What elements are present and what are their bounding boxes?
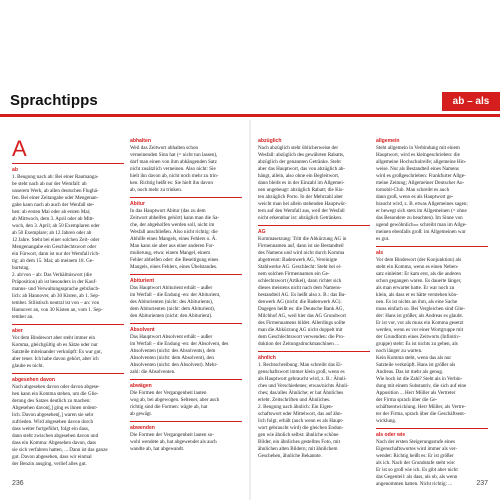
page-title: Sprachtipps [10, 92, 98, 109]
text-line: In das Hauptwort Abitur (das zu dem [130, 208, 206, 214]
top-margin [0, 0, 500, 22]
text-line: das Besondere zu beachten). Im Sinne von [376, 215, 463, 221]
text-line: abgetrennt: Badenwerk AG, Vereinigte [258, 257, 338, 263]
text-line: ter der Firma, sprach über die Geschäftsent- [376, 411, 466, 417]
text-line: abzüglich der genannten Getränke. Steht [258, 159, 341, 165]
text-line: der Grundform eines Zeitworts (Infinitiv- [376, 334, 461, 340]
text-line: braucht wird, z. B. etwas Allgemeines sagen; [376, 201, 468, 207]
text-line: Die Formen der Vergangenheit lauten [130, 390, 207, 396]
text-line: Satzteile miteinander verknüpft: Es war gut, [12, 349, 102, 355]
text-line: ches; das/alles Ähnliche; er hat Ähnliches [258, 390, 344, 396]
text-line: als ich. Nach der Grundstufe steht wie: [376, 460, 456, 466]
entry-head: als [376, 250, 384, 256]
text-line: der Firma sprach über die Ge- [376, 397, 438, 403]
text-line: Steht allgemein in Verbindung mit einem [376, 145, 460, 151]
text-line: meine Zeitung; Allgemeiner Deutscher Au- [376, 180, 465, 186]
text-line: ähnlichen alten Bildern; mit ähnlichem [258, 446, 338, 452]
text-line: des Namens und wird nicht durch Komma [258, 250, 345, 256]
entry-head: als oder wie [376, 432, 406, 438]
text-line: dem Abiturienten (nicht: dem Abiturient), [130, 306, 216, 312]
text-line: ab gewägt. [130, 411, 153, 417]
text-line: Komma, gleichgültig ob es Sätze oder nur [12, 342, 98, 348]
text-line: noch länger zu warten. [376, 348, 423, 354]
text-line: Er ist so groß wie ich. Es gibt aber nicht [376, 467, 458, 473]
text-line: hen kann ein Komma stehen, um die Glie- [12, 391, 99, 397]
text-line: woch, den 3. April; ab 50 Exemplaren oder [12, 223, 100, 229]
text-line: 12 Jahre. Steht bei einer solchen Zeit- oder [12, 237, 100, 243]
text-line: che, der abgeholfen werden soll, nicht im [130, 222, 215, 228]
text-line: schäftsentwicklung. Herr Müller, als Vertre- [376, 404, 466, 410]
text-line: wohl wendete ab, hat abgewendet als auch [130, 439, 217, 445]
text-line: man die Abkürzung AG nicht doppelt mit [258, 327, 343, 333]
text-line: Vor dem Bindewort (der Konjunktion) als [376, 257, 462, 263]
text-line: Satzteile verknüpft. Hans ist größer als [376, 362, 456, 368]
text-line: als Hauptwort gebraucht wird, z. B.: Ähnli- [258, 376, 347, 382]
text-line: zahl: die Absolventen. [130, 369, 176, 375]
text-line: Man kann sie aber aus einer anderen For- [130, 243, 215, 249]
text-line: schaftswort oder Mittelwort, das auf ähn- [258, 411, 343, 417]
text-line: Wie hoch ist die Zahl? Steht als in Verbin- [376, 376, 463, 382]
text-line: denwerk AG (nicht: die Badenwerk AG). [258, 299, 342, 305]
entry-divider [258, 351, 370, 352]
text-line: Nach abzüglich steht üblicherweise der [258, 145, 339, 151]
text-line: im Werfall – die Endung -en: der Absolvent, des [130, 341, 229, 347]
text-line: Andreas. Das ist mehr als genug. [376, 369, 444, 375]
text-line: nen ungebeugt: abzüglich Rabatt; die Kis- [258, 187, 344, 193]
column-3 [258, 138, 370, 466]
text-line: sie sich verfahren hatten, ... Dann ist das ganze [12, 447, 108, 453]
entry-head: abzüglich [258, 138, 282, 144]
text-line: Hauptwort, wird es kleingeschrieben: die [376, 152, 460, 158]
text-line: Weil das Zeitwort abhalten schon [130, 145, 199, 151]
entry-divider [130, 421, 242, 422]
text-line: muss einfach so. Bei Vergleichen sind Glie- [376, 306, 466, 312]
text-line: bestandteil AG. Es heißt also z. B.: das Ba- [258, 292, 346, 298]
text-line: darf man einen von ihm abhängenden Satz [130, 159, 217, 165]
text-line: gruppe) steht: Es ist nichts zu gehen, als [376, 341, 458, 347]
text-line: ches und Verschiedenes; etwas/nichts Ähnli- [258, 383, 349, 389]
page-number-right: 237 [476, 480, 488, 487]
text-line: tomobil-Club. Man schreibt es auch [376, 187, 450, 193]
entry-divider [12, 324, 124, 325]
column-1 [12, 138, 124, 466]
text-line: Stahlwerke AG. Geschlecht: Steht bei ei- [258, 264, 342, 270]
text-line: es gut. [376, 236, 390, 242]
text-line: klein, als dass er es hätte verstehen kön- [376, 292, 458, 298]
text-line: im Werfall – die Endung -en: der Abiturient, [130, 292, 221, 298]
text-line: des Abiturienten (nicht: des Abiturients), [130, 299, 214, 305]
text-line: Mangels, eines Fehlers, eines Übelstandes. [130, 264, 218, 270]
text-line: Wesfall anschließen. Also nicht richtig: die [130, 229, 218, 235]
text-line: gen wie ähnlich selbst: ähnliche schöne [258, 432, 339, 438]
text-line: ein Fürwort, dann ist nur der Wemfall rich- [12, 251, 100, 257]
column-2 [130, 138, 242, 466]
text-line: ten abzüglich Porto. In der Mehrzahl aber [258, 194, 344, 200]
text-line: das Gegenteil: als dass, als ob, als wenn [376, 474, 458, 480]
text-line: weicht man bei allein stehenden Hauptwör- [258, 201, 347, 207]
text-line: dann groß, wenn es als Hauptwort ge- [376, 194, 454, 200]
text-line: Nach abgesehen davon oder davon abgese- [12, 384, 100, 390]
text-line: Das Hauptwort Absolvent erhält – außer [130, 334, 213, 340]
text-line: der Benzin ausging, verlief alles gut. [12, 461, 87, 467]
text-line: tember an. [12, 314, 34, 320]
text-line: als man erwartet hatte. Er war noch zu [376, 285, 455, 291]
entry-head: Absolvent [130, 327, 155, 333]
text-line: werden, wenn es vor einer Wortgruppe mit [376, 327, 464, 333]
text-line: duktion der Zeitungsdruckmaschinen ... [258, 341, 339, 347]
text-line: Fehler abhelfen oder: die Beseitigung eines [130, 257, 219, 263]
text-line: dung mit einem Substantiv, die sich auf eine [376, 383, 467, 389]
entry-head: abwägen [130, 383, 152, 389]
text-line: Abgesehen davon[,] ging es ihnen ordent- [12, 405, 98, 411]
section-tab: ab – als [442, 92, 500, 111]
text-line: steht ein Komma, wenn es einen Neben- [376, 264, 459, 270]
text-line: dem Geschlechtswort verwenden: die Pro- [258, 334, 345, 340]
entry-head: abgesehen davon [12, 377, 56, 383]
entry-divider [376, 428, 488, 429]
text-line: meinen ebenfalls groß: im Allgemeinen war [376, 229, 466, 235]
entry-divider [376, 246, 488, 247]
text-line: lich folgt, erhält (auch wenn es als Haupt- [258, 418, 344, 424]
text-line: dass ein Komma: Abgesehen davon, dass [12, 440, 97, 446]
page-number-left: 236 [12, 480, 24, 487]
entry-head: allgemein [376, 138, 400, 144]
text-line: genschaftswort immer klein groß, wenn es [258, 369, 345, 375]
text-line: 2. ab/von – ab: Das Verhältniswort (die [12, 272, 92, 278]
entry-head: ab [12, 167, 18, 173]
page-gutter [249, 120, 251, 500]
text-line: Die Formen der Vergangenheit lauten so- [130, 432, 214, 438]
text-line: ab 50 Exemplare; ab 12 Jahren oder ab [12, 230, 92, 236]
text-line: hen: ab ersten Mai oder ab ersten Mai; [12, 209, 91, 215]
text-line: lich. Davon abgesehen[,] waren sie sehr [12, 412, 94, 418]
text-line: zufrieden. Wird abgesehen davon durch [12, 419, 94, 425]
entry-divider [130, 197, 242, 198]
text-line: tig: ab dem 15. Mai; ab meinem 18. Ge- [12, 258, 94, 264]
text-line: ab Mittwoch, dem 3. April oder ab Mitt- [12, 216, 95, 222]
text-line: Wesfall: abzüglich des gewährten Rabatts, [258, 152, 345, 158]
text-line: ab, noch mehr zu trinken. [130, 187, 183, 193]
text-line: lich: ab Hannover, ab 30 Kisten, ab 1. Sep- [12, 293, 100, 299]
text-line: wendet: Richtig heißt es: Er ist größer [376, 453, 454, 459]
text-line: wandte ab, hat abgewandt. [130, 446, 185, 452]
entry-head: ähnlich [258, 355, 276, 361]
entry-head: abhalten [130, 138, 151, 144]
entry-head: AG [258, 229, 266, 235]
text-line: schon gegangen waren. Es dauerte länger, [376, 278, 462, 284]
text-line: dann steht zwischen abgesehen davon und [12, 433, 99, 439]
text-line: den Abiturienten (nicht: den Abiturient). [130, 313, 213, 319]
text-line: Eigenschaftswortes wird immer als ver- [376, 446, 458, 452]
text-line: Hannover an, von 30 Kisten an, vom 1. Sep- [12, 307, 103, 313]
text-line: Kein Komma steht, wenn das als nur [376, 355, 452, 361]
text-line: dass weiter fortgeführt, folgt ein dass, [12, 426, 90, 432]
text-line: ugend gewöhnlich«« schreibt man im Allge- [376, 222, 467, 228]
text-line: nem solchen Firmennamen ein Ge- [258, 271, 330, 277]
text-line: Das Hauptwort Abiturient erhält – außer [130, 285, 213, 291]
text-line: Absolventen (nicht: des Absolvents), dem [130, 348, 216, 354]
text-line: Abhilfe eines Mangels, eines Fehlers o. Ä. [130, 236, 217, 242]
text-line: Dagegen heißt es: die Deutsche Bank AG, [258, 306, 344, 312]
text-line: des Firmennamens bildet. Allerdings sollte [258, 320, 346, 326]
text-line: Bilder, ein ähnliches gestelltes Foto, mit [258, 439, 340, 445]
text-line: wicklung. [376, 418, 397, 424]
text-line: hängt, allein, also ohne ein Begleitwort, [258, 173, 340, 179]
entry-divider [12, 163, 124, 164]
entry-divider [130, 274, 242, 275]
text-line: fen. Bei einer Zeitangabe oder Mengenan- [12, 195, 99, 201]
text-line: der: Hans ist größer, als Andreas es glaubt. [376, 313, 464, 319]
entry-head: Abitur [130, 201, 145, 207]
text-line: Er ist vor, vor als muss ein Komma gesetzt [376, 320, 464, 326]
text-line: weise. Nur als Bestandteil eines Namens [376, 166, 459, 172]
text-line: Milchhof AG, weil hier das AG Grundwort [258, 313, 346, 319]
text-line: aber teuer. Ich habe davon gehört, aber ich [12, 356, 99, 362]
text-line: Firmennamen auf, dann ist sie Bestandteil [258, 243, 344, 249]
text-line: verneinenden Sinn hat (= nicht tun lassen), [130, 152, 218, 158]
text-line: er bewegt sich stets im Allgemeinen (= ohne [376, 208, 467, 214]
text-line: 1. Rechtschreibung: Man schreibt das Ei- [258, 362, 343, 368]
text-line: Präposition) ab ist besonders in der Kauf- [12, 279, 97, 285]
text-line: Geschehen, ähnliche Bekannte. [258, 453, 322, 459]
entry-divider [130, 379, 242, 380]
text-line: satz einleitet: Er kam erst, als die anderen [376, 271, 461, 277]
text-line: nen. Es ist nichts an ihm, als eine Sache [376, 299, 458, 305]
text-line: burtstag. [12, 265, 30, 271]
entry-head: aber [12, 328, 23, 334]
text-line: richtig sind die Formen: wägte ab, hat [130, 404, 208, 410]
text-line: manns- und Verwaltungssprache gebräuch- [12, 286, 100, 292]
text-line: gut. Davon abgesehen, dass wir einmal [12, 454, 92, 460]
text-line: Vor dem Bindewort aber steht immer ein [12, 335, 96, 341]
text-line: angenommen hatten. Nicht richtig: ... [376, 481, 453, 487]
text-line: wort gebraucht wird) die gleichen Endun- [258, 425, 344, 431]
text-line: Absolventen (nicht: den Absolvent). Mehr- [130, 362, 218, 368]
text-line: mulierung, etwa: einem Mangel, einem [130, 250, 211, 256]
section-letter: A [12, 136, 27, 161]
text-line: gabe kann nach ab auch der Wenfall ste- [12, 202, 95, 208]
text-line: Mengenangabe ein Geschlechtswort oder [12, 244, 97, 250]
text-line: hielt ihn davon ab, nicht noch mehr zu trin- [130, 173, 219, 179]
text-line: Kommasetzung: Tritt die Abkürzung AG in [258, 236, 347, 242]
text-line: tember. Stilistisch neutral ist von – an: von [12, 300, 100, 306]
text-line: aber das Hauptwort, das von abzüglich ab- [258, 166, 345, 172]
text-line: be steht nach ab nur der Wemfall: ab [12, 181, 87, 187]
text-line: nicht zusätzlich verneinen. Also nicht: Sie [130, 166, 216, 172]
text-line: Zeitwort abhelfen gehört) kann man die Sa- [130, 215, 220, 221]
text-line: Nach der ersten Steigerungsstufe eines [376, 439, 455, 445]
text-line: Apposition ... Herr Müller als Vertreter [376, 390, 456, 396]
text-line: erlebt. Zeitschriften und Ähnliches. [258, 397, 331, 403]
text-line: wog ab, bei abgewogen. Seltener, aber auch [130, 397, 220, 403]
entry-head: Abiturient [130, 278, 155, 284]
text-line: schlechtswort (Artikel), dann richtet sich [258, 278, 342, 284]
text-line: 1. Beugung nach ab: Bei einer Raumanga- [12, 174, 99, 180]
text-line: dieses meistens nicht nach dem Namens- [258, 285, 342, 291]
text-line: wird es großgeschrieben: Frankfurter Allge- [376, 173, 466, 179]
entry-divider [258, 225, 370, 226]
text-line: nicht erkennbar ist: abzüglich Getränken. [258, 215, 343, 221]
text-line: allgemeine Hochschulreife; allgemeine Hin- [376, 159, 467, 165]
header-rule [0, 114, 500, 117]
text-line: dann bleibt es in der Einzahl im Allgemei- [258, 180, 345, 186]
text-line: unserem Werk, ab allen deutschen Flughä- [12, 188, 99, 194]
text-line: ken. Richtig heißt es: Sie hielt ihn davon [130, 180, 213, 186]
entry-divider [130, 323, 242, 324]
entry-head: abwenden [130, 425, 155, 431]
text-line: Absolventen (nicht: dem Absolvent), den [130, 355, 214, 361]
text-line: 2. Beugung nach ähnlich: Ein Eigen- [258, 404, 334, 410]
entry-divider [12, 373, 124, 374]
text-line: tern auf den Wemfall aus, weil der Wesfall [258, 208, 345, 214]
text-line: derung des Satzes deutlich zu machen: [12, 398, 91, 404]
text-line: glaube es nicht. [12, 363, 44, 369]
